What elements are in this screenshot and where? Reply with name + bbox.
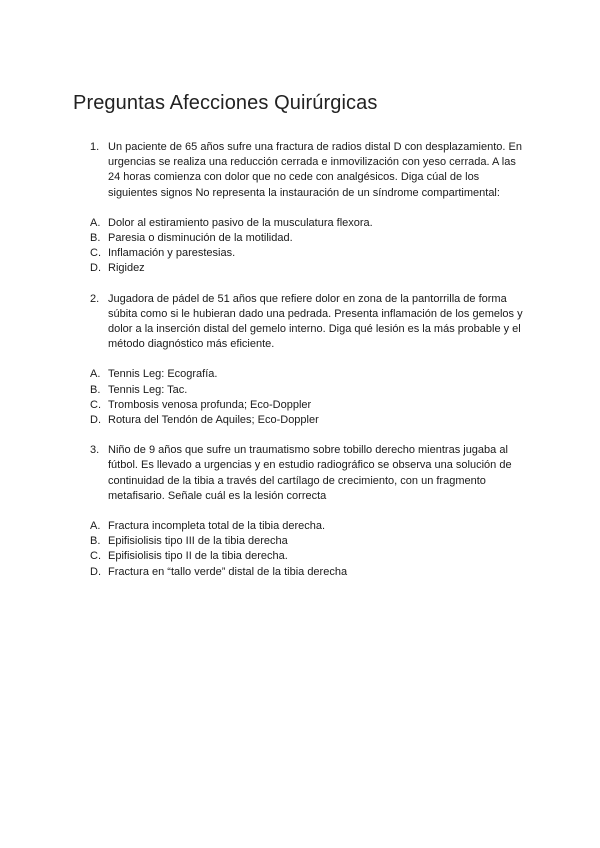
option-letter: C. (90, 398, 101, 411)
document-title: Preguntas Afecciones Quirúrgicas (73, 92, 378, 114)
option-text: Epifisiolisis tipo III de la tibia derecha (108, 535, 288, 548)
option-text: Fractura incompleta total de la tibia derecha. (108, 520, 326, 533)
question-number: 2. (90, 292, 100, 305)
option-letter: B. (90, 535, 101, 548)
option-text: Tennis Leg: Tac. (108, 383, 188, 396)
answer-option-c (90, 398, 530, 413)
question-number: 1. (90, 141, 100, 153)
option-letter: C. (90, 550, 101, 563)
option-text: Tennis Leg: Ecografía. (108, 368, 218, 381)
answer-option-a (90, 367, 530, 382)
answer-option-c (90, 246, 530, 261)
question-3 (90, 443, 530, 580)
option-text: Inflamación y parestesias. (108, 247, 236, 260)
option-letter: D. (90, 262, 101, 275)
question-2 (90, 292, 530, 429)
question-number: 3. (90, 444, 100, 457)
option-text: Rotura del Tendón de Aquiles; Eco-Doppler (108, 414, 319, 427)
option-text: Dolor al estiramiento pasivo de la musculatura flexora. (108, 216, 373, 229)
question-stem (90, 140, 530, 201)
question-text: Jugadora de pádel de 51 años que refiere dolor en zona de la pantorrilla de forma súbita como si le hubieran dado una pedrada. Presenta inflamación de los gemelos y dolor a la inserción distal del gemelo interno. Diga qué lesión es la más probable y el método diagnóstico más eficiente. (108, 292, 523, 351)
question-text: Un paciente de 65 años sufre una fractura de radios distal D con desplazamiento. En urgencias se realiza una reducción cerrada e inmovilización con yeso cerrada. A las 24 horas comienza con dolor que no cede con analgésicos. Diga cúal de los siguientes signos No representa la instauración de un síndrome compartimental: (108, 141, 522, 199)
option-text: Paresia o disminución de la motilidad. (108, 232, 293, 245)
question-stem (90, 292, 530, 353)
option-letter: D. (90, 565, 101, 578)
answer-options (90, 216, 530, 277)
question-1 (90, 140, 530, 277)
answer-option-d (90, 565, 530, 580)
question-text: Niño de 9 años que sufre un traumatismo sobre tobillo derecho mientras jugaba al fútbol. Es llevado a urgencias y en estudio radiográfico se observa una solución de continuidad de la tibia a través del cartílago de crecimiento, con un fragmento metafisario. Señale cuál es la lesión correcta (108, 444, 512, 502)
option-letter: B. (90, 383, 101, 396)
option-letter: C. (90, 247, 101, 260)
option-text: Epifisiolisis tipo II de la tibia derecha. (108, 550, 288, 563)
answer-option-a (90, 519, 530, 534)
answer-option-b (90, 383, 530, 398)
question-stem (90, 443, 530, 504)
answer-options (90, 367, 530, 428)
answer-option-b (90, 534, 530, 549)
option-letter: B. (90, 232, 101, 245)
option-letter: A. (90, 520, 101, 533)
option-letter: A. (90, 216, 101, 229)
answer-option-a (90, 216, 530, 231)
option-text: Fractura en “tallo verde” distal de la tibia derecha (108, 565, 348, 578)
answer-option-b (90, 231, 530, 246)
answer-options (90, 519, 530, 580)
option-letter: A. (90, 368, 101, 381)
option-text: Trombosis venosa profunda; Eco-Doppler (108, 398, 312, 411)
question-list (90, 140, 530, 595)
answer-option-c (90, 549, 530, 564)
answer-option-d (90, 261, 530, 276)
option-letter: D. (90, 414, 101, 427)
option-text: Rigidez (108, 262, 145, 275)
answer-option-d (90, 413, 530, 428)
